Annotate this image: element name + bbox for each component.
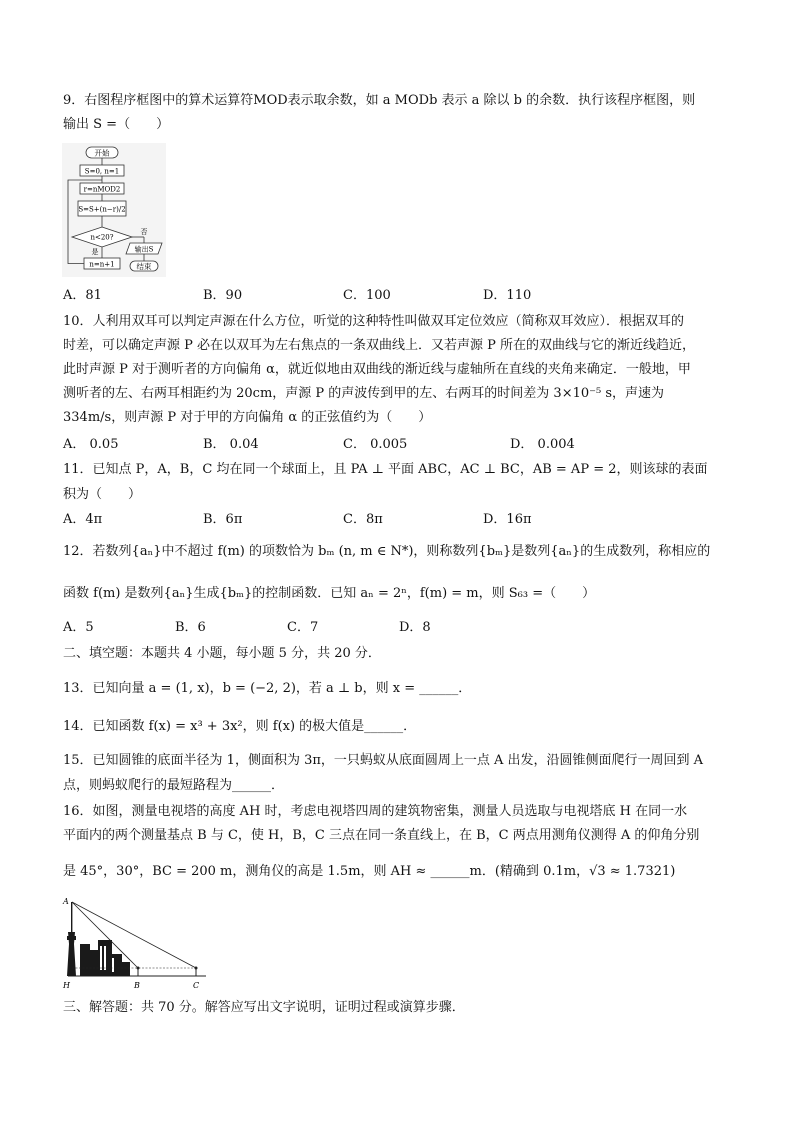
q9-option-d: D．110 <box>483 288 532 303</box>
tv-tower <box>67 902 76 976</box>
label-b: B <box>134 981 140 990</box>
q11-option-a: A．4π <box>63 512 103 527</box>
flow-init-label: S=0, n=1 <box>84 167 120 176</box>
flow-increment-label: n=n+1 <box>89 260 115 269</box>
q12-option-d: D．8 <box>399 620 431 635</box>
q10-option-a: A． 0.05 <box>63 437 119 452</box>
q10-text-line2: 时差，可以确定声源 P 必在以双耳为左右焦点的一条双曲线上．又若声源 P 所在的双曲线与它的渐近线趋近， <box>63 338 696 353</box>
q13-text: 13．已知向量 a = (1, x)，b = (−2, 2)，若 a ⊥ b，则 x = ______． <box>63 681 472 696</box>
q11-text-line2: 积为（ ） <box>63 487 142 502</box>
q10-option-b: B． 0.04 <box>203 437 259 452</box>
q16-text-line1: 16．如图，测量电视塔的高度 AH 时，考虑电视塔四周的建筑物密集，测量人员选取与电视塔底 H 在同一水 <box>63 804 688 819</box>
q16-tower-figure <box>60 892 212 992</box>
q9-option-a: A．81 <box>63 288 102 303</box>
flow-mod-label: r=nMOD2 <box>83 185 121 194</box>
q15-text-line1: 15．已知圆锥的底面半径为 1，侧面积为 3π，一只蚂蚁从底面圆周上一点 A 出发，沿圆锥侧面爬行一周回到 A <box>63 753 704 768</box>
label-c: C <box>193 981 200 990</box>
flow-start-label: 开始 <box>94 148 110 158</box>
section-2-heading: 二、填空题：本题共 4 小题，每小题 5 分，共 20 分． <box>63 646 381 661</box>
flow-end-label: 结束 <box>136 262 152 271</box>
q12-text-line1: 12．若数列{aₙ}中不超过 f(m) 的项数恰为 bₘ (n, m ∈ N*)，则称数列{bₘ}是数列{aₙ}的生成数列，称相应的 <box>63 544 711 559</box>
q10-option-d: D． 0.004 <box>510 437 575 452</box>
q11-text-line1: 11．已知点 P，A，B，C 均在同一个球面上，且 PA ⊥ 平面 ABC，AC ⊥ BC，AB = AP = 2，则该球的表面 <box>63 462 708 477</box>
q11-option-d: D．16π <box>483 512 532 527</box>
q12-text-line2: 函数 f(m) 是数列{aₙ}生成{bₘ}的控制函数．已知 aₙ = 2ⁿ，f(m) = m，则 S₆₃ =（ ） <box>63 586 596 601</box>
q11-option-c: C．8π <box>343 512 383 527</box>
flow-no-label: 否 <box>140 228 148 236</box>
q9-text-line2: 输出 S =（ ） <box>63 117 170 132</box>
label-a: A <box>63 897 69 906</box>
q16-text-line2: 平面内的两个测量基点 B 与 C，使 H，B，C 三点在同一条直线上，在 B，C 两点用测角仪测得 A 的仰角分别 <box>63 828 700 843</box>
q12-option-a: A．5 <box>63 620 94 635</box>
flow-condition-label: n<20? <box>90 233 114 242</box>
flow-yes-label: 是 <box>91 248 99 256</box>
q15-text-line2: 点，则蚂蚁爬行的最短路程为______． <box>63 778 285 793</box>
flow-output-label: 输出S <box>134 245 154 254</box>
q11-option-b: B．6π <box>203 512 243 527</box>
label-h: H <box>63 981 70 990</box>
section-3-heading: 三、解答题：共 70 分。解答应写出文字说明，证明过程或演算步骤． <box>63 1000 465 1015</box>
q16-text-line3: 是 45°，30°，BC = 200 m，测角仪的高是 1.5m，则 AH ≈ ______m．(精确到 0.1m，√3 ≈ 1.7321) <box>63 864 676 879</box>
q9-option-b: B．90 <box>203 288 243 303</box>
q9-text-line1: 9．右图程序框图中的算术运算符MOD表示取余数，如 a MODb 表示 a 除以 b 的余数．执行该程序框图，则 <box>63 93 696 108</box>
q10-option-c: C． 0.005 <box>343 437 408 452</box>
q10-text-line3: 此时声源 P 对于测听者的方向偏角 α，就近似地由双曲线的渐近线与虚轴所在直线的夹角来确定．一般地，甲 <box>63 362 691 377</box>
q9-flowchart <box>62 143 166 277</box>
q14-text: 14．已知函数 f(x) = x³ + 3x²，则 f(x) 的极大值是______． <box>63 719 417 734</box>
flow-sum-label: S=S+(n−r)/2 <box>78 205 126 214</box>
q10-text-line4: 测听者的左、右两耳相距约为 20cm，声源 P 的声波传到甲的左、右两耳的时间差为 3×10⁻⁵ s，声速为 <box>63 386 665 401</box>
q12-option-c: C．7 <box>287 620 319 635</box>
q9-option-c: C．100 <box>343 288 391 303</box>
q10-text-line1: 10．人利用双耳可以判定声源在什么方位，听觉的这种特性叫做双耳定位效应（简称双耳效应）．根据双耳的 <box>63 314 685 329</box>
q12-option-b: B．6 <box>175 620 206 635</box>
q10-text-line5: 334m/s，则声源 P 对于甲的方向偏角 α 的正弦值约为（ ） <box>63 410 432 425</box>
